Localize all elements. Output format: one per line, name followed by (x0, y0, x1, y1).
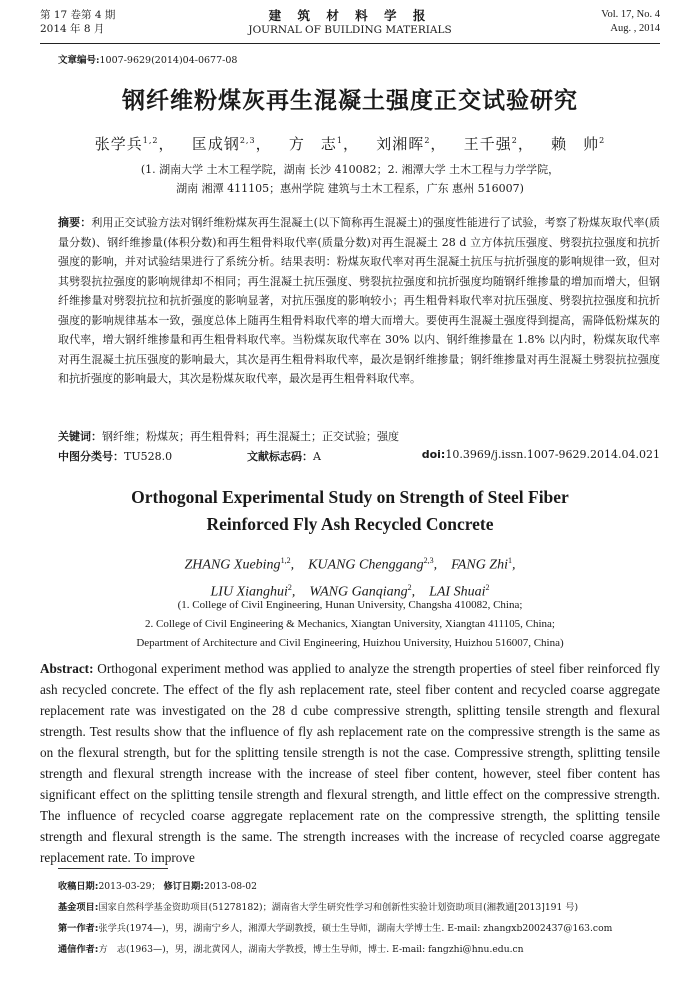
doc-code-value: A (313, 450, 321, 463)
author-affil-sup: 1 (508, 556, 512, 565)
author-affil-sup: 2 (287, 582, 292, 592)
author-affil-sup: 1,2 (142, 136, 159, 145)
footnote-fund (58, 897, 640, 918)
footnote-corresponding (58, 939, 640, 960)
article-number-label: 文章编号: (58, 55, 100, 66)
doi-label: doi: (421, 448, 446, 461)
authors-en-line: LIU Xianghui$^2$, WANG Ganqiang$^2$, LAI Shuai$^2$ (210, 582, 490, 600)
footnote-rule (58, 868, 168, 869)
received-value: 2013-03-29； (98, 881, 161, 892)
doc-code (247, 448, 321, 464)
abstract-en-text: Orthogonal experiment method was applied to analyze the strength properties of steel fiber reinforced fly ash recycled concrete. The effect of the fly ash replacement rate, steel fiber content and recycled coarse aggregate replacement rate was investigated on the 28 d cube compressive strength, splitting tensile strength and flexural strength. Test results show that the influence of fly ash replacement rate on the compressive strength is the same as on the flexural strength, but for the splitting tensile strength is not the case. Compressive strength, splitting tensile strength and flexural strength increase with the increase of steel fiber content, however, steel fiber content has significant effect on the splitting tensile strength and flexural strength, and little effect on the compressive strength. The influence of recycled coarse aggregate replacement rate on the compressive strength, the splitting tensile strength and flexural strength is the same. The strength increases with the increase of recycled coarse aggregate replacement rate. To improve (40, 661, 660, 865)
keywords-zh-text: 钢纤维；粉煤灰；再生粗骨料；再生混凝土；正交试验；强度 (102, 430, 399, 443)
author-en: FANG Zhi (451, 557, 508, 573)
date-zh: 2014 年 8 月 (40, 23, 105, 35)
issue-info-en (601, 8, 660, 36)
author-zh: 匡成钢 (191, 135, 240, 153)
fund-value: 国家自然科学基金资助项目(51278182)；湖南省大学生研究性学习和创新性实验计划资助项目(湘教通[2013]191 号) (98, 902, 579, 913)
revised-value: 2013-08-02 (203, 881, 257, 892)
title-en (0, 484, 700, 538)
author-affil-sup: 2,3 (423, 556, 434, 565)
received-label: 收稿日期: (58, 881, 99, 892)
footnotes (58, 876, 640, 960)
running-header (40, 8, 660, 42)
keywords-zh (58, 428, 399, 444)
affiliation-en-line: Department of Architecture and Civil Engineering, Huizhou University, Huizhou 516007, China) (136, 637, 564, 649)
header-rule (40, 43, 660, 44)
corresponding-value: 方 志(1963—)，男，湖北黄冈人，湖南大学教授，博士生导师，博士. E-mail: fangzhi@hnu.edu.cn (98, 944, 524, 955)
authors-en-line: ZHANG Xuebing$^{1,2}$, KUANG Chenggang$^{2,3}$, FANG Zhi$^1$, (184, 556, 516, 573)
abstract-zh-label: 摘要： (58, 216, 92, 229)
date-en: Aug. , 2014 (610, 23, 660, 34)
volume-en: Vol. 17, No. 4 (601, 9, 660, 20)
journal-name-en: JOURNAL OF BUILDING MATERIALS (248, 24, 452, 36)
author-en: ZHANG Xuebing (184, 557, 281, 573)
affiliation-en-line: (1. College of Civil Engineering, Hunan University, Changsha 410082, China; (177, 599, 523, 611)
first-author-value: 张学兵(1974—)，男，湖南宁乡人，湘潭大学副教授，硕士生导师，湖南大学博士生. E-mail: zhangxb2002437@163.com (98, 923, 613, 934)
author-affil-sup: 1,2 (280, 556, 291, 565)
journal-name (40, 8, 660, 38)
article-number-value: 1007-9629(2014)04-0677-08 (99, 55, 238, 66)
abstract-zh-text: 利用正交试验方法对钢纤维粉煤灰再生混凝土(以下简称再生混凝土)的强度性能进行了试验，考察了粉煤灰取代率(质量分数)、钢纤维掺量(体积分数)和再生粗骨料取代率(质量分数)对再生混凝土 28 d 立方体抗压强度、劈裂抗拉强度和抗折强度的影响，并对试验结果进行了系统分析。结果表明：粉煤灰取代率对再生混凝土抗压与抗折强度的影响规律一致，但对其劈裂抗拉强度的影响规律却不相同；再生混凝土抗压强度、劈裂抗拉强度和抗折强度均随钢纤维掺量的增加而增大，但钢纤维掺量对劈裂抗拉和抗折强度的影响显著，对抗压强度的影响较小；再生粗骨料取代率对抗压强度、劈裂抗拉强度和抗折强度的影响规律基本一致，强度总体上随再生粗骨料取代率的增大而增大。要使再生混凝土强度得到提高，需降低粉煤灰的取代率，增大钢纤维掺量和再生粗骨料取代率。当粉煤灰取代率在 30% 以内、钢纤维掺量在 1.8% 以内时，粉煤灰取代率对再生混凝土抗压强度的影响最大，其次是再生粗骨料取代率，最次是钢纤维掺量；钢纤维掺量对再生混凝土劈裂抗拉强度和抗折强度的影响最大，其次是粉煤灰取代率，最次是再生粗骨料取代率。 (58, 216, 661, 385)
author-affil-sup: 2 (599, 136, 606, 145)
revised-label: 修订日期: (163, 881, 204, 892)
doi-value: 10.3969/j.issn.1007-9629.2014.04.021 (445, 448, 660, 461)
author-affil-sup: 2 (424, 136, 431, 145)
clc-value: TU528.0 (124, 450, 173, 463)
journal-name-zh: 建 筑 材 料 学 报 (268, 8, 432, 23)
affiliations-en (40, 596, 660, 653)
title-en-line: Reinforced Fly Ash Recycled Concrete (206, 514, 494, 534)
issue-zh: 第 17 卷第 4 期 (40, 9, 116, 21)
footnote-first-author (58, 918, 640, 939)
affiliation-zh-line: (1. 湖南大学 土木工程学院，湖南 长沙 410082；2. 湘潭大学 土木工程与力学学院， (140, 163, 560, 176)
abstract-zh (58, 213, 660, 389)
author-affil-sup: 2 (511, 136, 518, 145)
author-en: LIU Xianghui (210, 584, 288, 600)
fund-label: 基金项目: (58, 902, 99, 913)
author-zh: 赖 帅 (551, 135, 600, 153)
title-zh: 钢纤维粉煤灰再生混凝土强度正交试验研究 (122, 88, 578, 114)
clc-label: 中图分类号： (58, 450, 124, 463)
clc-number (58, 448, 172, 464)
author-zh: 张学兵 (94, 135, 143, 153)
author-en: KUANG Chenggang (308, 557, 424, 573)
doi (422, 448, 660, 461)
corresponding-label: 通信作者: (58, 944, 99, 955)
authors-zh: 张学兵$^{1,2}$， 匡成钢$^{2,3}$， 方 志$^1$， 刘湘晖$^2$， 王千强$^2$， 赖 帅$^2$ (94, 135, 606, 153)
author-affil-sup: 2 (485, 582, 490, 592)
doc-code-label: 文献标志码： (247, 450, 313, 463)
keywords-zh-label: 关键词： (58, 430, 102, 443)
author-affil-sup: 1 (336, 136, 343, 145)
title-en-line: Orthogonal Experimental Study on Strength of Steel Fiber (131, 487, 569, 507)
author-zh: 刘湘晖 (376, 135, 425, 153)
author-zh: 方 志 (288, 135, 337, 153)
author-zh: 王千强 (463, 135, 512, 153)
abstract-en (40, 658, 660, 868)
author-affil-sup: 2 (407, 582, 412, 592)
affiliations-zh (60, 160, 640, 198)
abstract-en-label: Abstract: (40, 661, 94, 676)
footnote-dates (58, 876, 640, 897)
author-en: WANG Ganqiang (309, 584, 408, 600)
affiliation-zh-line: 湖南 湘潭 411105；惠州学院 建筑与土木工程系，广东 惠州 516007) (176, 182, 524, 195)
article-number (58, 52, 237, 66)
author-affil-sup: 2,3 (239, 136, 256, 145)
author-en: LAI Shuai (429, 584, 486, 600)
affiliation-en-line: 2. College of Civil Engineering & Mechanics, Xiangtan University, Xiangtan 411105, China; (145, 618, 555, 630)
first-author-label: 第一作者: (58, 923, 99, 934)
classification-row (58, 448, 660, 464)
